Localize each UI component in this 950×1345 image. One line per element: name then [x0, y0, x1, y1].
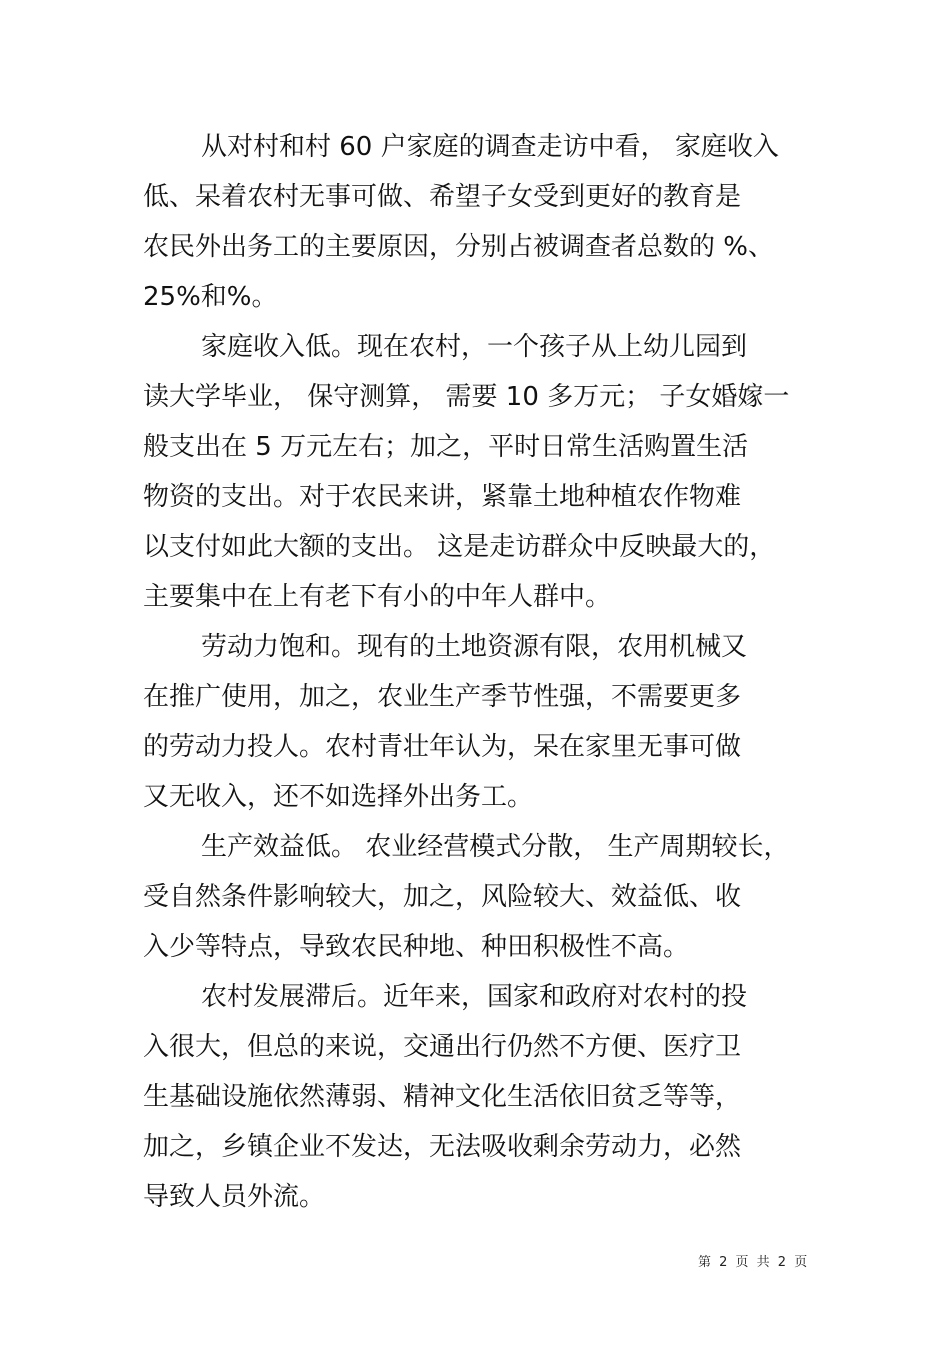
page-number-footer: 第 2 页 共 2 页	[698, 1255, 810, 1270]
text-line: 以支付如此大额的支出。 这是走访群众中反映最大的，	[143, 532, 776, 562]
text-line: 又无收入，还不如选择外出务工。	[143, 782, 534, 812]
text-line: 入很大，但总的来说，交通出行仍然不方便、医疗卫	[143, 1032, 742, 1062]
text-line: 家庭收入低。现在农村，一个孩子从上幼儿园到	[201, 332, 748, 362]
text-line: 导致人员外流。	[143, 1182, 326, 1212]
text-line: 劳动力饱和。现有的土地资源有限，农用机械又	[201, 632, 748, 662]
text-line: 读大学毕业， 保守测算， 需要 10 多万元； 子女婚嫁一	[143, 382, 790, 412]
text-line: 农民外出务工的主要原因，分别占被调查者总数的 %、	[143, 232, 774, 262]
text-line: 般支出在 5 万元左右；加之，平时日常生活购置生活	[143, 432, 749, 462]
document-body	[143, 122, 813, 1222]
text-line: 在推广使用，加之，农业生产季节性强，不需要更多	[143, 682, 742, 712]
text-line: 低、呆着农村无事可做、希望子女受到更好的教育是	[143, 182, 742, 212]
text-line: 受自然条件影响较大，加之，风险较大、效益低、收	[143, 882, 742, 912]
text-line: 从对村和村 60 户家庭的调查走访中看， 家庭收入	[201, 132, 779, 162]
text-line: 生基础设施依然薄弱、精神文化生活依旧贫乏等等，	[143, 1082, 742, 1112]
text-line: 物资的支出。对于农民来讲，紧靠土地种植农作物难	[143, 482, 742, 512]
text-line: 生产效益低。 农业经营模式分散， 生产周期较长，	[201, 832, 790, 862]
text-line: 加之，乡镇企业不发达，无法吸收剩余劳动力，必然	[143, 1132, 742, 1162]
text-line: 农村发展滞后。近年来，国家和政府对农村的投	[201, 982, 748, 1012]
text-line: 入少等特点，导致农民种地、种田积极性不高。	[143, 932, 690, 962]
text-line: 25%和%。	[143, 282, 278, 312]
text-line: 的劳动力投人。农村青壮年认为，呆在家里无事可做	[143, 732, 742, 762]
text-line: 主要集中在上有老下有小的中年人群中。	[143, 582, 612, 612]
